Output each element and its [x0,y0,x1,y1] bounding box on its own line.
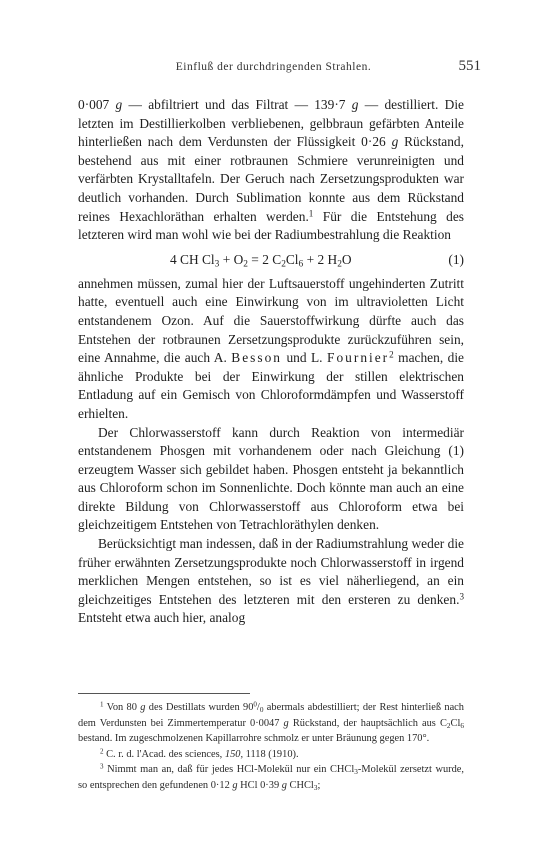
paragraph-4 [78,535,464,628]
volume-number: 150, [224,748,244,760]
footnote-mark: 1 [100,700,104,709]
equation-number: (1) [448,251,464,267]
unit-gram: g [115,97,123,112]
text-run: annehmen müssen, zumal hier der Luftsauerstoff ungehinderten Zutritt hatte, eventuell auch eine Einwirkung von im ultravioletten Licht entstandenem Ozon. Auf die Sauerstoffwirkung dürfte auch das Entstehen der rotbraunen Zersetzungsprodukte zurückzuführen sein, eine Annahme, die auch A. [78,275,464,366]
unit-gram: g [351,97,359,112]
footnote-ref-3: 3 [459,591,464,602]
text-run: 0·007 [78,97,116,112]
author-name: Besson [231,350,282,366]
page-number: 551 [458,58,481,74]
footnote-mark: 3 [100,762,104,771]
footnote-3: $^3$ Nimmt man an, daß für jedes HCl-Molekül nur ein CHCl$_3$-Molekül zersetzt wurde, so entsprechen den gefundenen 0·12 g HCl 0·39 g CHCl$_3$; [78,762,465,792]
footnote-ref-1: 1 [308,208,314,219]
text-run: — abfiltriert und das Filtrat — 139·7 [122,97,352,112]
footnote-divider [78,693,250,694]
text-run: Rückstand, bestehend aus mit einer rotbraunen Schmiere verunreinigten und verfärbten Krystalltafeln. Der Geruch nach Zersetzungsprodukten war deutlich vorhanden. Durch Sublimation konnte aus dem Rückstand reines Hexachloräthan erhalten werden. [78,134,464,224]
running-head [0,58,547,78]
footnote-mark: 2 [100,747,104,756]
unit-gram: g [391,134,399,150]
text-run: und L. [281,350,328,366]
footnote-2: $^2$ C. r. d. l'Acad. des sciences, 150, 1118 (1910). [100,747,299,760]
paragraph-1 [78,96,464,245]
text-run: Berücksichtigt man indessen, daß in der Radiumstrahlung weder die früher erwähnten Zersetzungsprodukte noch Chlorwasserstoff in irgend merklichen Mengen entstehen, so ist es viel näherliegend, an ein gleichzeitiges Entstehen des letzteren mit den ersteren zu denken. [78,536,464,607]
unit-gram: g [232,779,238,791]
text-run: — destilliert. Die letzten im Destillierkolben verbliebenen, gelbbraun gefärbten Anteile hinterließen nach dem Verdunsten der Flüssigkeit 0·26 [78,97,464,150]
unit-gram: g [283,717,289,729]
text-run: Für die Entstehung des letzteren wird man wohl wie bei der Radiumbestrahlung die Reaktion [78,208,464,243]
unit-gram: g [140,702,146,713]
footnotes [78,700,464,794]
paragraph-2 [78,275,464,424]
running-head-title: Einfluß der durchdringenden Strahlen. [175,61,372,73]
text-run: Entsteht etwa auch hier, analog [78,610,246,626]
body-text [78,96,464,628]
footnote-1: $^1$ Von 80 g des Destillats wurden $90^0/_0$ abermals abdestilliert; der Rest hinterließ nach dem Verdunsten bei Zimmertemperatur 0·0047 g Rückstand, der hauptsächlich aus $C_2Cl_6$ bestand. Im zugeschmolzenen Kapillarrohre schmolz er unter Bräunung gegen 170°. [78,700,464,745]
text-run: machen, die ähnliche Produkte bei der Einwirkung der stillen elektrischen Entladung auf ein Gemisch von Chloroformdämpfen und Wasserstoff erhielten. [78,350,464,421]
footnote-ref-2: 2 [389,349,394,360]
equation-formula: 4 CH $Cl_3 + O_2 = 2$ $C_2Cl_6 + 2$ $H_2O$ [170,251,352,270]
unit-gram: g [281,779,287,791]
equation-1 [78,245,464,275]
paragraph-3: Der Chlorwasserstoff kann durch Reaktion von intermediär entstandenem Phosgen mit vorhandenem oder nach Gleichung (1) erzeugtem Wasser sich gebildet haben. Phosgen entsteht ja bekanntlich aus Chloroform schon im Sonnenlichte. Doch könnte man auch an eine direkte Bildung von Chlorwasserstoff aus Chloroform etwa bei gleichzeitigem Entstehen von Tetrachloräthylen denken. [78,424,464,533]
author-name: Fournier [327,350,390,366]
